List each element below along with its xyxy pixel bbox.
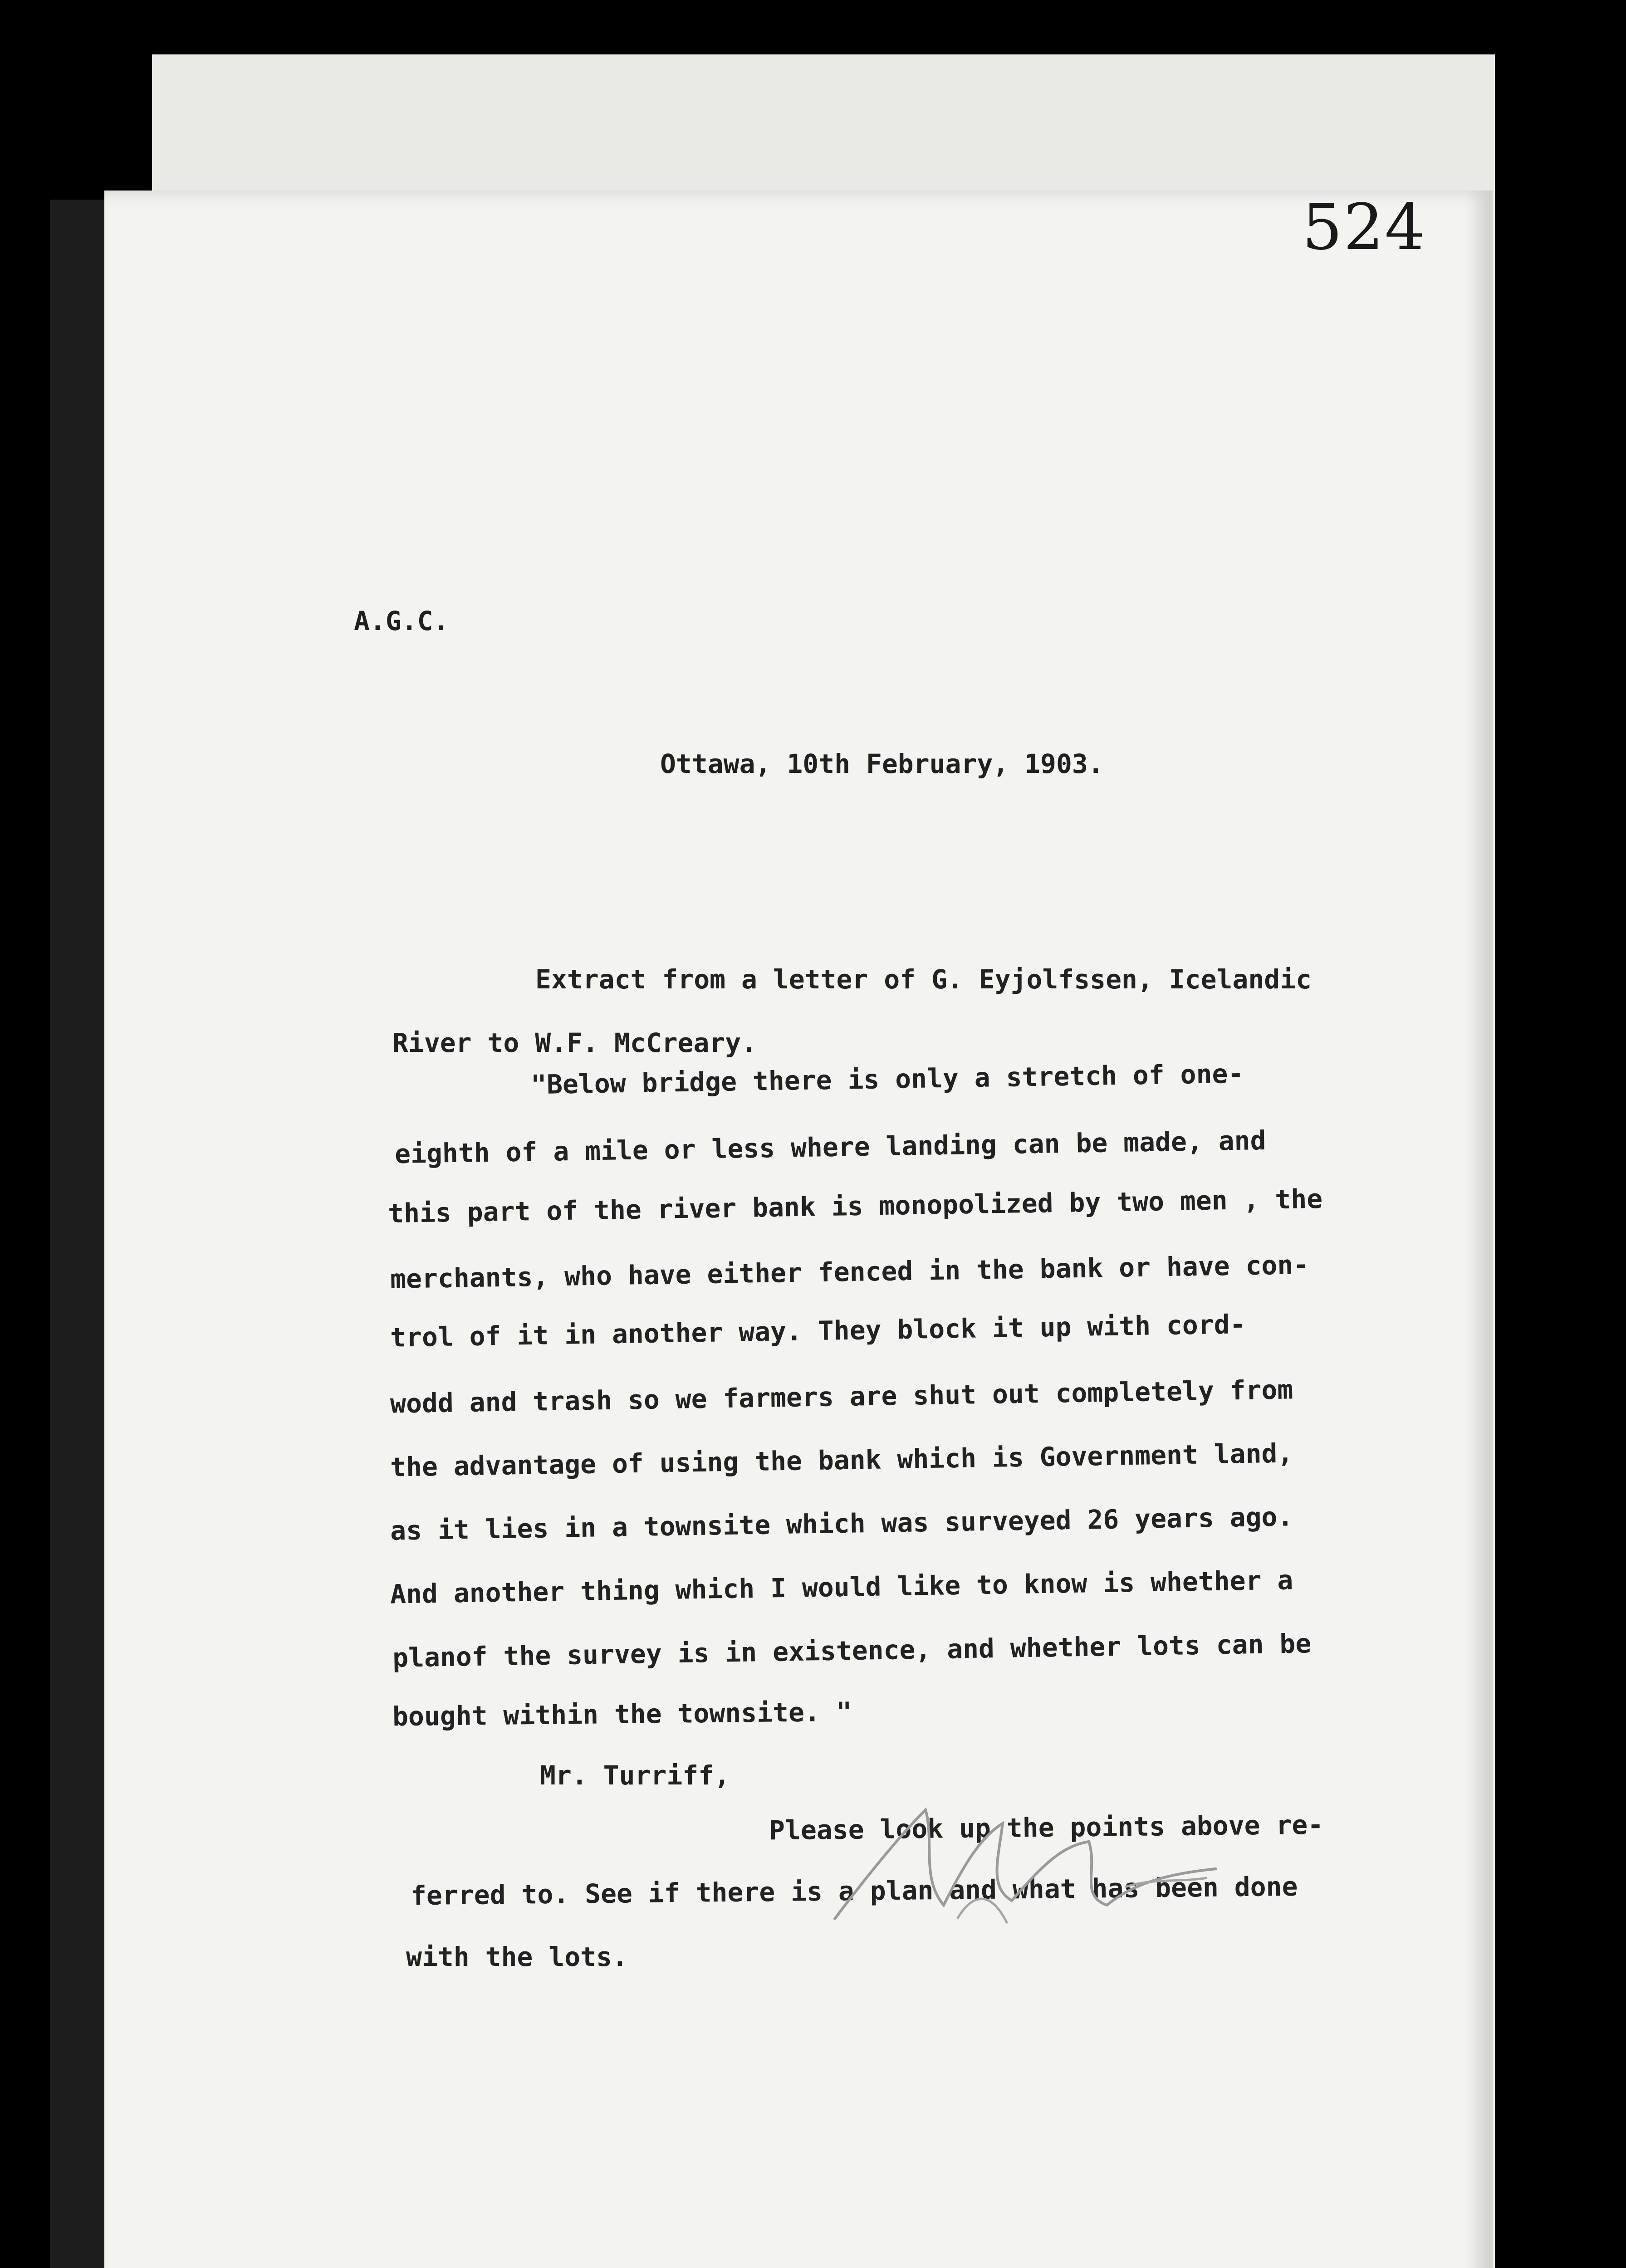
dateline: Ottawa, 10th February, 1903. <box>660 748 1104 779</box>
page-number: 524 <box>1302 191 1426 264</box>
header-code: A.G.C. <box>354 606 449 636</box>
quote-line: this part of the river bank is monopolized by two men , the <box>387 1183 1323 1229</box>
quote-line: as it lies in a townsite which was surveyed 26 years ago. <box>390 1501 1293 1546</box>
quote-line: wodd and trash so we farmers are shut out completely from <box>390 1374 1293 1419</box>
intro-line: River to W.F. McCreary. <box>392 1027 757 1058</box>
quote-line: bought within the townsite. " <box>392 1696 852 1732</box>
addressee: Mr. Turriff, <box>540 1760 730 1791</box>
handwritten-signature <box>808 1769 1261 1960</box>
quote-line: trol of it in another way. They block it up with cord- <box>390 1309 1246 1353</box>
quote-line: merchants, who have either fenced in the bank or have con- <box>390 1249 1309 1295</box>
document-page <box>104 191 1493 2268</box>
quote-line: And another thing which I would like to know is whether a <box>390 1564 1293 1610</box>
request-line: Please look up the points above re- <box>769 1809 1324 1846</box>
request-line: ferred to. See if there is a plan and what has been done <box>410 1871 1298 1911</box>
quote-line: "Below bridge there is only a stretch of one- <box>530 1058 1244 1100</box>
quote-line: eighth of a mile or less where landing can be made, and <box>394 1124 1266 1170</box>
request-line: with the lots. <box>406 1941 628 1972</box>
quote-line: the advantage of using the bank which is Government land, <box>390 1437 1293 1483</box>
quote-line: planof the survey is in existence, and whether lots can be <box>392 1628 1312 1673</box>
intro-line: Extract from a letter of G. Eyjolfssen, Icelandic <box>535 964 1312 995</box>
